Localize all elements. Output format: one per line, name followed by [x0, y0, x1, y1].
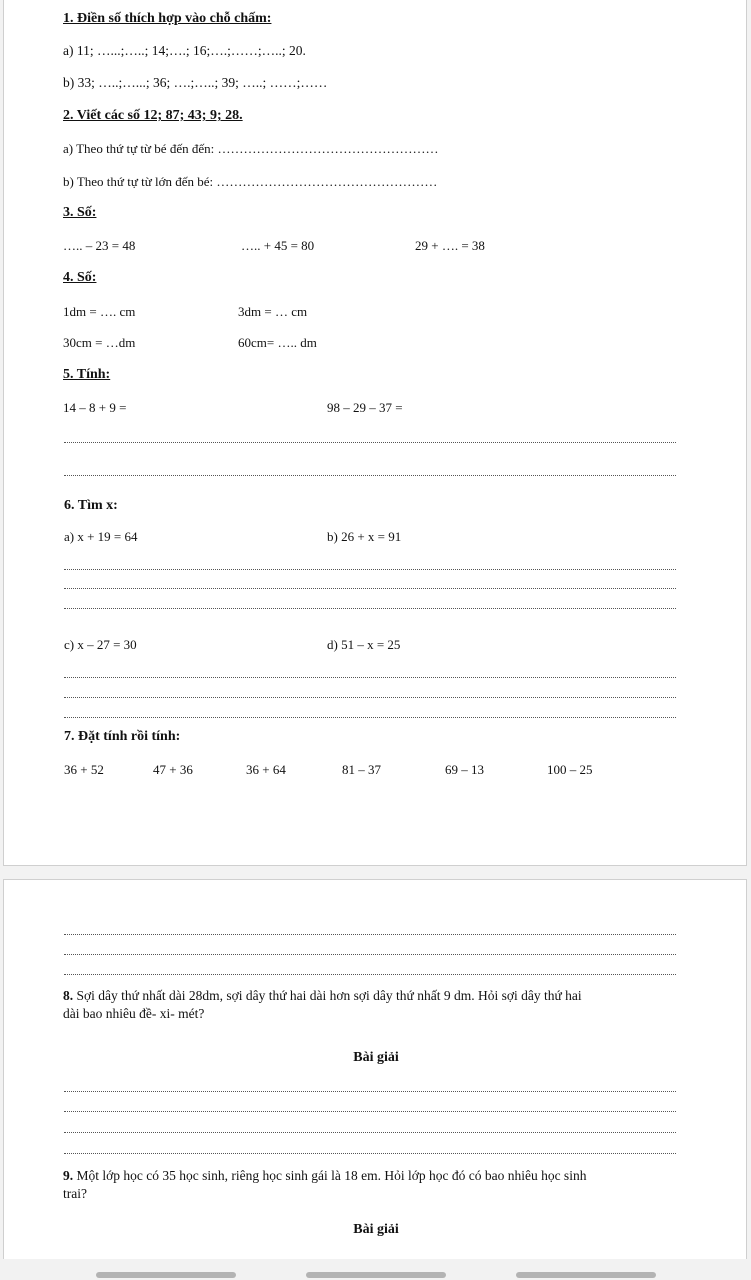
q4-item: 3dm = … cm	[238, 304, 308, 319]
answer-line	[64, 608, 676, 609]
q1-a: a) 11; …...;…..; 14;….; 16;….;……;…..; 20.	[63, 43, 306, 58]
q8-number: 8.	[63, 988, 74, 1003]
answer-line	[64, 1153, 676, 1154]
answer-line	[64, 1111, 676, 1112]
answer-line	[64, 569, 676, 570]
q8-solution-label: Bài giải	[353, 1050, 399, 1065]
answer-line	[64, 475, 676, 476]
q7-item: 36 + 52	[64, 762, 104, 777]
q2-a: a) Theo thứ tự từ bé đến đến: ……………………………………………	[63, 141, 439, 156]
q5-item: 14 – 8 + 9 =	[63, 400, 127, 415]
q2-b: b) Theo thứ tự từ lớn đến bé: ……………………………………………	[63, 174, 438, 189]
q5-item: 98 – 29 – 37 =	[327, 400, 403, 415]
q8-line2: dài bao nhiêu đề- xi- mét?	[63, 1006, 205, 1021]
q6-item: a) x + 19 = 64	[64, 529, 138, 544]
page-scroll-indicator[interactable]	[306, 1272, 446, 1278]
q9-line2: trai?	[63, 1186, 87, 1201]
answer-line	[64, 677, 676, 678]
q9-number: 9.	[63, 1168, 74, 1183]
q8-line1	[63, 989, 582, 1003]
q6-title: 6. Tìm x:	[64, 498, 118, 513]
q1-title: 1. Điền số thích hợp vào chỗ chấm:	[63, 11, 272, 26]
q3-item: ….. – 23 = 48	[63, 238, 136, 253]
q3-title: 3. Số:	[63, 205, 97, 220]
q7-item: 69 – 13	[445, 762, 484, 777]
answer-line	[64, 717, 676, 718]
q9-text: Một lớp học có 35 học sinh, riêng học sinh gái là 18 em. Hỏi lớp học đó có bao nhiêu học sinh	[73, 1168, 587, 1183]
page-scroll-indicator[interactable]	[96, 1272, 236, 1278]
q7-item: 47 + 36	[153, 762, 193, 777]
q6-item: d) 51 – x = 25	[327, 637, 401, 652]
answer-line	[64, 697, 676, 698]
q7-item: 36 + 64	[246, 762, 286, 777]
answer-line	[64, 954, 676, 955]
document-page-2	[3, 879, 747, 1259]
q9-line1	[63, 1169, 586, 1183]
q3-item: ….. + 45 = 80	[241, 238, 315, 253]
q8-text: Sợi dây thứ nhất dài 28dm, sợi dây thứ hai dài hơn sợi dây thứ nhất 9 dm. Hỏi sợi dây thứ hai	[73, 988, 582, 1003]
q7-item: 100 – 25	[547, 762, 593, 777]
q6-item: c) x – 27 = 30	[64, 637, 137, 652]
page-scroll-indicator[interactable]	[516, 1272, 656, 1278]
q7-title: 7. Đặt tính rồi tính:	[64, 729, 181, 744]
answer-line	[64, 934, 676, 935]
q4-item: 1dm = …. cm	[63, 304, 136, 319]
q4-item: 30cm = …dm	[63, 335, 136, 350]
q4-title: 4. Số:	[63, 270, 97, 285]
document-page-1	[3, 0, 747, 866]
answer-line	[64, 1132, 676, 1133]
q9-solution-label: Bài giải	[353, 1222, 399, 1237]
answer-line	[64, 442, 676, 443]
q2-title: 2. Viết các số 12; 87; 43; 9; 28.	[63, 108, 243, 123]
q1-b: b) 33; …..;…...; 36; ….;…..; 39; …..; ……;……	[63, 75, 328, 90]
answer-line	[64, 974, 676, 975]
q4-item: 60cm= ….. dm	[238, 335, 317, 350]
q5-title: 5. Tính:	[63, 367, 111, 382]
answer-line	[64, 1091, 676, 1092]
q6-item: b) 26 + x = 91	[327, 529, 402, 544]
q7-item: 81 – 37	[342, 762, 381, 777]
answer-line	[64, 588, 676, 589]
q3-item: 29 + …. = 38	[415, 238, 485, 253]
